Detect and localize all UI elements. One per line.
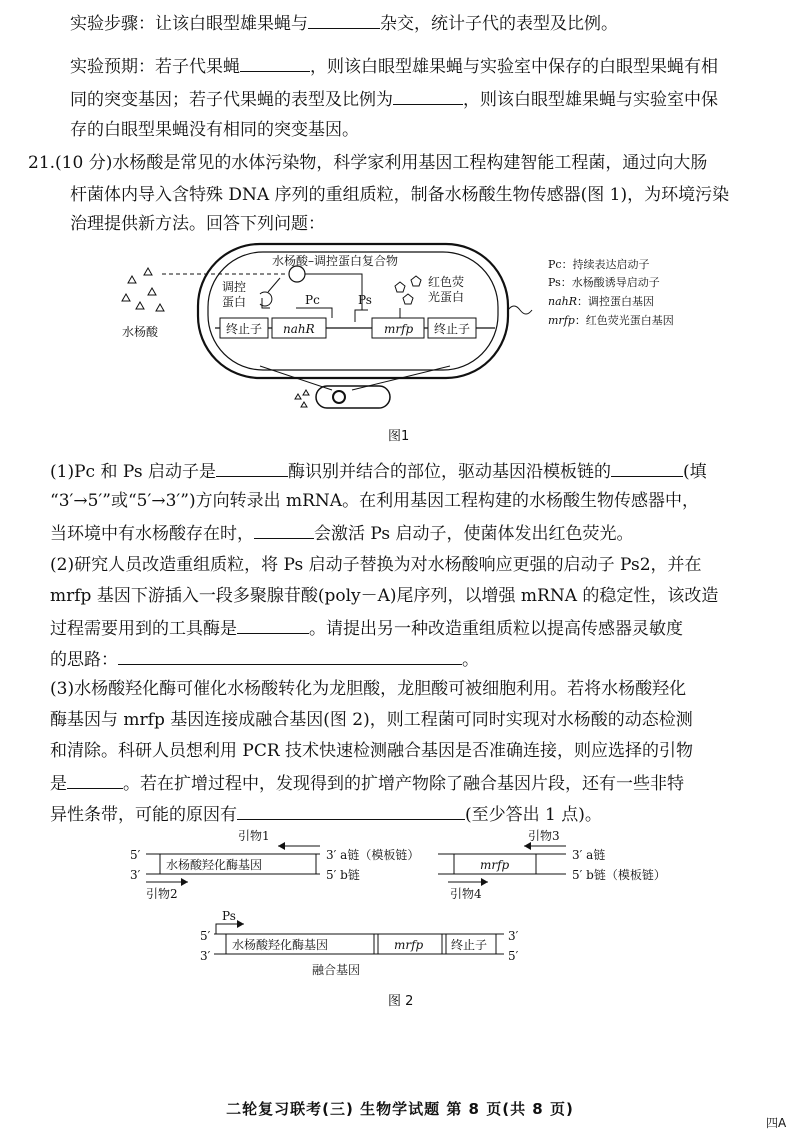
strand-b-template-label: 5′ b链（模板链） xyxy=(572,868,666,882)
p2-l3b: 。请提出另一种改造重组质粒以提高传感器灵敏度 xyxy=(309,619,683,639)
top-line-3 xyxy=(70,86,718,112)
nahr-label: nahR xyxy=(283,322,315,336)
figure-2-diagram xyxy=(120,826,700,976)
rfp-label-2: 光蛋白 xyxy=(428,290,465,304)
top-l1b: 杂交，统计子代的表型及比例。 xyxy=(380,14,618,34)
p2-line-3 xyxy=(50,615,683,641)
primer-3-label: 引物3 xyxy=(528,829,560,843)
answer-blank[interactable] xyxy=(237,615,309,634)
top-l2a: 实验预期：若子代果蝇 xyxy=(70,57,240,77)
p3-l4b: 。若在扩增过程中，发现得到的扩增产物除了融合基因片段，还有一些非特 xyxy=(123,774,684,794)
salicylate-label: 水杨酸 xyxy=(122,325,159,339)
top-l3a: 同的突变基因；若子代果蝇的表型及比例为 xyxy=(70,90,393,110)
answer-blank[interactable] xyxy=(118,646,462,665)
p1-l3b: 会激活 Ps 启动子，使菌体发出红色荧光。 xyxy=(314,524,634,544)
answer-blank[interactable] xyxy=(611,458,683,477)
pc-label: Pc xyxy=(305,293,320,307)
primer-3-arrowhead xyxy=(524,842,531,850)
figure-2-caption: 图 2 xyxy=(388,994,414,1009)
strand-b-label: 5′ b链 xyxy=(326,868,360,882)
fusion-three-prime: 3′ xyxy=(200,949,211,963)
p2-line-1: (2)研究人员改造重组质粒，将 Ps 启动子替换为对水杨酸响应更强的启动子 Ps2，并在 xyxy=(50,555,702,575)
p3-l4a: 是 xyxy=(50,774,67,794)
top-line-4: 存的白眼型果蝇没有相同的突变基因。 xyxy=(70,120,359,140)
p1-l1c: (填 xyxy=(682,462,707,482)
q21-line-3: 治理提供新方法。回答下列问题： xyxy=(70,214,325,234)
primer-1-label: 引物1 xyxy=(238,829,270,843)
salicylate-molecules xyxy=(122,268,164,311)
salicylate-molecules-small xyxy=(295,390,309,407)
rfp-icon xyxy=(403,294,413,304)
legend-nahr: nahR：调控蛋白基因 xyxy=(548,295,655,308)
primer-4-label: 引物4 xyxy=(450,887,482,901)
pc-promoter-arrow xyxy=(296,308,332,318)
figure-1-caption: 图1 xyxy=(388,429,410,444)
complex-label: 水杨酸–调控蛋白复合物 xyxy=(272,254,399,268)
p3-line-5 xyxy=(50,801,602,827)
rfp-icon xyxy=(411,276,421,286)
fusion-ps-arrowhead xyxy=(237,920,244,928)
primer-1-arrowhead xyxy=(278,842,285,850)
p3-l5b: (至少答出 1 点)。 xyxy=(465,805,602,825)
legend-ps: Ps：水杨酸诱导启动子 xyxy=(548,276,660,289)
right-gene-label: mrfp xyxy=(480,858,510,872)
answer-blank[interactable] xyxy=(67,770,123,789)
mrfp-label: mrfp xyxy=(384,322,414,336)
ps-promoter-arrow xyxy=(355,310,368,322)
plasmid-icon xyxy=(333,391,345,403)
p3-line-2: 酶基因与 mrfp 基因连接成融合基因(图 2)，则工程菌可同时实现对水杨酸的动态检测 xyxy=(50,710,693,730)
ps-label: Ps xyxy=(358,293,372,307)
answer-blank[interactable] xyxy=(237,801,465,820)
answer-blank[interactable] xyxy=(254,520,314,539)
complex-icon xyxy=(289,266,305,282)
q21-line-2: 杆菌体内导入含特殊 DNA 序列的重组质粒，制备水杨酸生物传感器(图 1)，为环境污染 xyxy=(70,185,730,205)
answer-blank[interactable] xyxy=(240,53,310,72)
strand-a-template-label: 3′ a链（模板链） xyxy=(326,848,420,862)
p3-line-4 xyxy=(50,770,684,796)
fusion-ps-label: Ps xyxy=(222,909,236,923)
rfp-icon xyxy=(395,282,405,292)
regulator-binding-arrow xyxy=(268,278,280,292)
top-line-1 xyxy=(70,10,618,36)
primer-4-arrowhead xyxy=(481,878,488,886)
p3-l5a: 异性条带，可能的原因有 xyxy=(50,805,237,825)
legend-mrfp: mrfp：红色荧光蛋白基因 xyxy=(548,314,674,327)
p2-line-2: mrfp 基因下游插入一段多聚腺苷酸(poly－A)尾序列，以增强 mRNA 的稳定性，该改造 xyxy=(50,586,719,606)
fusion-five-prime-right: 5′ xyxy=(508,949,519,963)
p2-l3a: 过程需要用到的工具酶是 xyxy=(50,619,237,639)
pc-to-regulator xyxy=(262,298,270,308)
fusion-mrfp-label: mrfp xyxy=(394,938,424,952)
p1-l1a: (1)Pc 和 Ps 启动子是 xyxy=(50,462,216,482)
legend-pc: Pc：持续表达启动子 xyxy=(548,258,650,271)
corner-mark: 四A xyxy=(766,1116,787,1130)
p1-line-3 xyxy=(50,520,634,546)
regulator-label-2: 蛋白 xyxy=(222,295,247,309)
p1-l1b: 酶识别并结合的部位，驱动基因沿模板链的 xyxy=(287,462,611,482)
answer-blank[interactable] xyxy=(216,458,288,477)
five-prime-label: 5′ xyxy=(130,848,141,862)
flagellum xyxy=(508,306,532,314)
regulator-label-1: 调控 xyxy=(222,280,247,294)
p2-line-4 xyxy=(50,646,479,672)
p3-line-1: (3)水杨酸羟化酶可催化水杨酸转化为龙胆酸，龙胆酸可被细胞利用。若将水杨酸羟化 xyxy=(50,679,687,699)
strand-a-label: 3′ a链 xyxy=(572,848,606,862)
primer-2-arrowhead xyxy=(181,878,188,886)
p3-line-3: 和清除。科研人员想利用 PCR 技术快速检测融合基因是否准确连接，则应选择的引物 xyxy=(50,741,694,761)
fusion-five-prime: 5′ xyxy=(200,929,211,943)
answer-blank[interactable] xyxy=(393,86,463,105)
terminator-label: 终止子 xyxy=(434,322,471,336)
figure-1-diagram xyxy=(100,238,720,418)
top-l1a: 实验步骤：让该白眼型雄果蝇与 xyxy=(70,14,308,34)
q21-line-1: 21.(10 分)水杨酸是常见的水体污染物，科学家利用基因工程构建智能工程菌，通过向大肠 xyxy=(28,153,708,173)
primer-2-label: 引物2 xyxy=(146,887,178,901)
fusion-terminator-label: 终止子 xyxy=(451,938,488,952)
fusion-three-prime-right: 3′ xyxy=(508,929,519,943)
page-footer: 二轮复习联考(三) 生物学试题 第 8 页(共 8 页) xyxy=(226,1100,574,1118)
fusion-gene-1-label: 水杨酸羟化酶基因 xyxy=(232,938,329,952)
three-prime-label: 3′ xyxy=(130,868,141,882)
cell-inner-membrane xyxy=(208,252,498,370)
p1-l3a: 当环境中有水杨酸存在时， xyxy=(50,524,254,544)
rfp-label-1: 红色荧 xyxy=(428,275,465,289)
left-gene-label: 水杨酸羟化酶基因 xyxy=(166,858,263,872)
top-l2b: ，则该白眼型雄果蝇与实验室中保存的白眼型果蝇有相 xyxy=(310,57,718,77)
p2-l4b: 。 xyxy=(462,650,479,670)
p1-line-1 xyxy=(50,458,707,484)
p2-l4a: 的思路： xyxy=(50,650,118,670)
p1-line-2: “3′→5′”或“5′→3′”)方向转录出 mRNA。在利用基因工程构建的水杨酸生物传感器中， xyxy=(50,491,700,511)
answer-blank[interactable] xyxy=(308,10,380,29)
top-l3b: ，则该白眼型雄果蝇与实验室中保 xyxy=(463,90,718,110)
fusion-gene-label: 融合基因 xyxy=(312,963,361,976)
terminator-label: 终止子 xyxy=(226,322,263,336)
top-line-2 xyxy=(70,53,718,79)
